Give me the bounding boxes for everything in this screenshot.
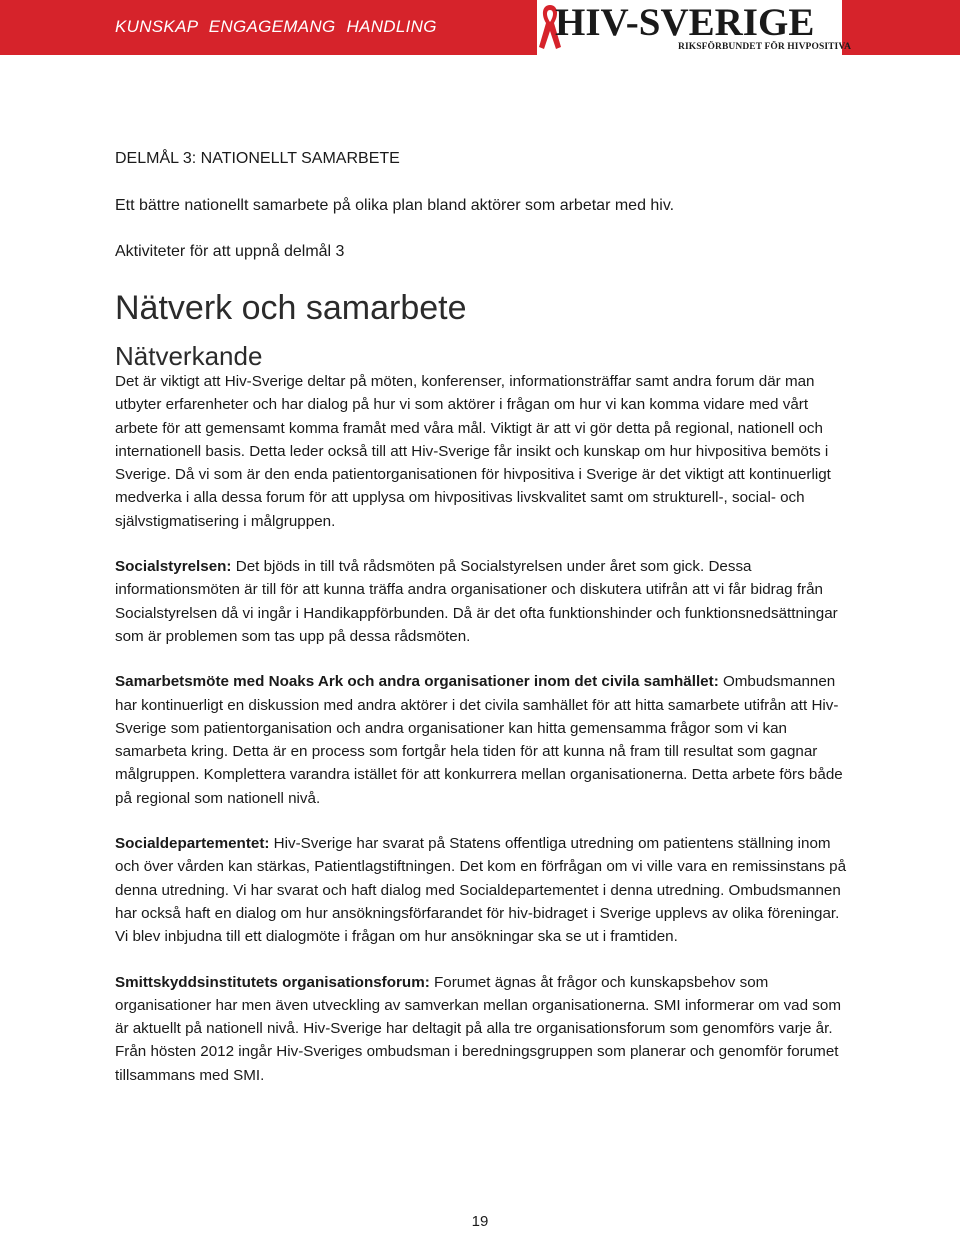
paragraph-socialstyrelsen: [115, 555, 850, 648]
goal-text: Ett bättre nationellt samarbete på olika plan bland aktörer som arbetar med hiv.: [115, 197, 675, 214]
header-tagline: KUNSKAP ENGAGEMANG HANDLING: [115, 17, 437, 36]
paragraph-label: Socialstyrelsen:: [115, 558, 232, 576]
paragraph-samarbetsmote: [115, 670, 850, 810]
sub-title: Nätverkande: [115, 341, 263, 371]
paragraph-socialdepartementet: [115, 832, 850, 948]
page-number: 19: [471, 1213, 489, 1230]
goal-heading: DELMÅL 3: NATIONELLT SAMARBETE: [115, 150, 400, 167]
logo-subtitle: RIKSFÖRBUNDET FÖR HIVPOSITIVA: [678, 42, 852, 52]
activities-heading: Aktiviteter för att uppnå delmål 3: [115, 243, 345, 260]
page-header: [0, 0, 960, 55]
paragraph-label: Smittskyddsinstitutets organisationsforum:: [115, 973, 430, 991]
section-title: Nätverk och samarbete: [115, 289, 467, 327]
paragraph-label: Socialdepartementet:: [115, 835, 270, 853]
paragraph-smittskyddsinstitutet: [115, 971, 850, 1087]
document-body: [115, 148, 850, 1087]
paragraph-text: Forumet ägnas åt frågor och kunskapsbehov som organisationer har men även utveckling av samverkan mellan organisationerna. SMI informerar om vad som är aktuellt på nationell nivå. Hiv-Sverige har deltagit på alla tre organisationsforum som genomförs varje år. Från hösten 2012 ingår Hiv-Sveriges ombudsman i beredningsgruppen som planerar och genomför forumet tillsammans med SMI.: [115, 973, 841, 1084]
intro-paragraph: Det är viktigt att Hiv-Sverige deltar på möten, konferenser, informationsträffar samt andra forum där man utbyter erfarenheter och har dialog på hur vi som aktörer i frågan om hur vi kan komma vidare med vårt arbete för att gemensamt komma framåt med våra mål. Viktigt är att vi gör detta på regional, nationell och internationell basis. Detta leder också till att Hiv-Sverige får insikt och kunskap om hur hivpositiva bemöts i Sverige. Då vi som är den enda patientorganisationen för hivpositiva i Sverige är det viktigt att kontinuerligt medverka i alla dessa forum för att upplysa om hivpositivas livskvalitet samt om strukturell-, social- och självstigmatisering i målgruppen.: [115, 373, 831, 530]
paragraph-text: Det bjöds in till två rådsmöten på Socialstyrelsen under året som gick. Dessa informationsmöten är till för att kunna träffa andra organisationer och diskutera utifrån att vi får bidrag från Socialstyrelsen då vi ingår i Handikappförbunden. Då är det ofta funktionshinder och funktionsnedsättningar som är problemen som tas upp på dessa rådsmöten.: [115, 558, 838, 645]
logo: [537, 0, 852, 55]
paragraph-text: Ombudsmannen har kontinuerligt en diskussion med andra aktörer i det civila samhället för att hitta samarbete utifrån att Hiv-Sverige som patientorganisation och andra organisationer kan hitta gemensamma frågor som vi kan samarbeta kring. Detta är en process som fortgår hela tiden för att kunna nå fram till resultat som gagnar målgruppen. Komplettera varandra istället för att konkurrera mellan organisationerna. Detta arbete förs både på regional som nationell nivå.: [115, 673, 843, 807]
logo-title: HIV-SVERIGE: [555, 1, 815, 44]
paragraph-label: Samarbetsmöte med Noaks Ark och andra organisationer inom det civila samhället:: [115, 673, 719, 691]
paragraph-text: Hiv-Sverige har svarat på Statens offentliga utredning om patientens ställning inom och över vården kan stärkas, Patientlagstiftningen. Det kom en förfrågan om vi ville vara en remissinstans på denna utredning. Vi har svarat och haft dialog med Socialdepartementet i denna utredning. Ombudsmannen har också haft en dialog om hur ansökningsförfarandet för hiv-bidraget i Sverige upplevs av olika föreningar. Vi blev inbjudna till ett dialogmöte i frågan om hur ansökningar ska se ut i framtiden.: [115, 835, 847, 946]
